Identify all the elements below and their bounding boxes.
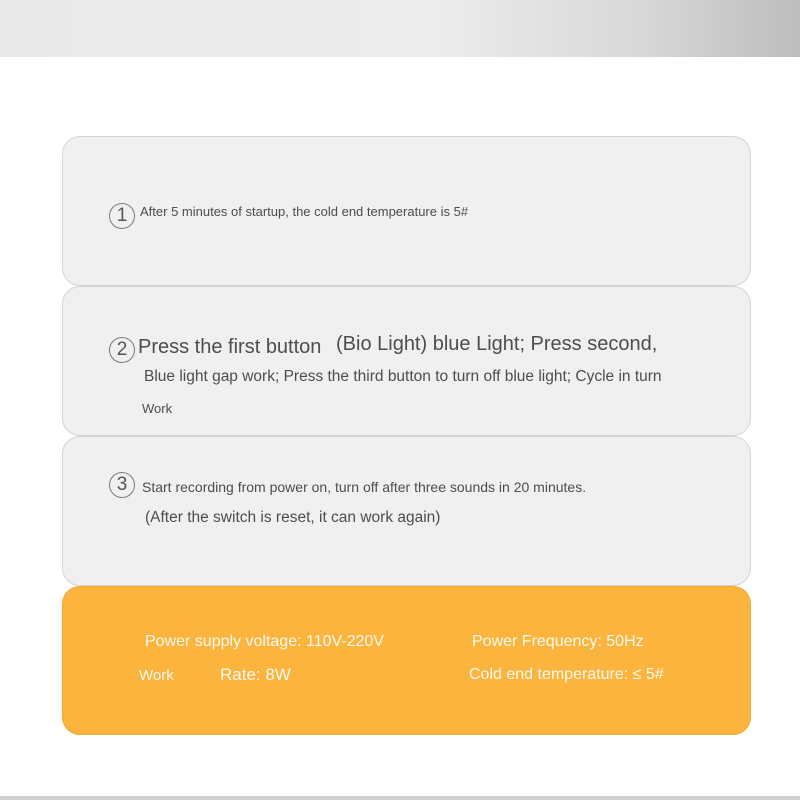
step-1-text: After 5 minutes of startup, the cold end temperature is 5#	[140, 204, 469, 219]
step-2-line-3: Work	[142, 401, 173, 416]
step-number-1: 1	[109, 203, 135, 229]
step-2-line-1b: (Bio Light) blue Light; Press second,	[336, 333, 658, 355]
step-number-2: 2	[109, 337, 135, 363]
top-banner	[0, 0, 800, 57]
step-2-line-1a: Press the first button	[138, 336, 322, 358]
step-3-line-2: (After the switch is reset, it can work again)	[145, 509, 441, 526]
step-3-line-1: Start recording from power on, turn off after three sounds in 20 minutes.	[142, 479, 587, 495]
frequency-spec: Power Frequency: 50Hz	[472, 633, 644, 650]
work-label: Work	[139, 667, 174, 684]
specs-panel	[62, 586, 751, 735]
step-number-3: 3	[109, 472, 135, 498]
cold-end-spec: Cold end temperature: ≤ 5#	[469, 666, 664, 683]
rate-spec: Rate: 8W	[220, 665, 291, 684]
bottom-divider	[0, 796, 800, 800]
voltage-spec: Power supply voltage: 110V-220V	[145, 633, 384, 650]
step-2-line-2: Blue light gap work; Press the third button to turn off blue light; Cycle in turn	[144, 368, 662, 385]
